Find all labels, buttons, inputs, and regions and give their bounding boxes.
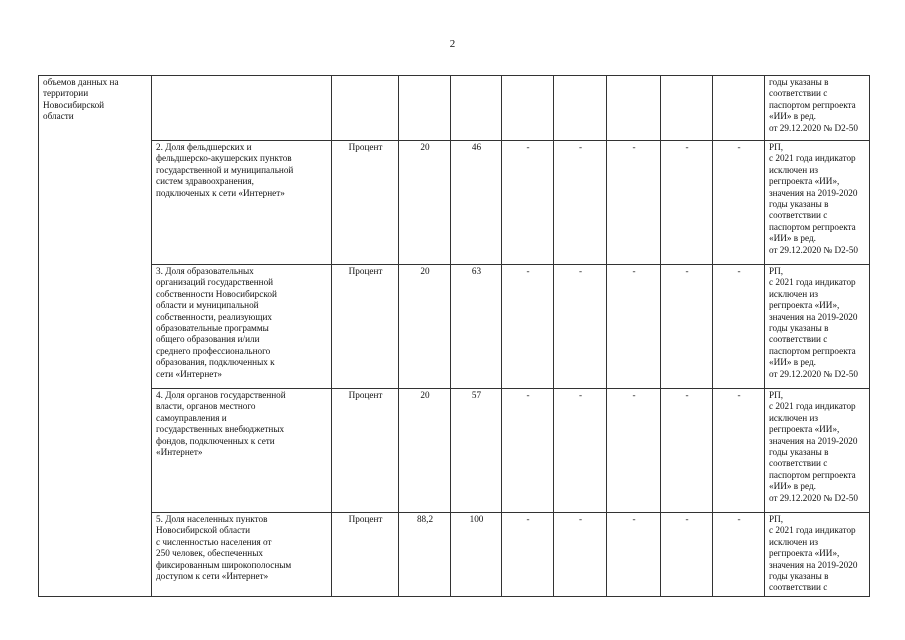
value-cell: 46 [451, 141, 502, 265]
value-cell [554, 76, 607, 141]
value-cell [713, 76, 765, 141]
unit-cell: Процент [332, 265, 399, 389]
value-cell: - [502, 513, 554, 597]
table-row [39, 513, 870, 597]
note-cell: годы указаны в соответствии с паспортом регпроекта «ИИ» в ред. от 29.12.2020 № D2-50 [765, 76, 870, 141]
value-cell: - [554, 513, 607, 597]
value-cell: - [713, 513, 765, 597]
value-cell: - [713, 265, 765, 389]
value-cell [661, 76, 713, 141]
unit-cell: Процент [332, 513, 399, 597]
page-number: 2 [449, 38, 456, 50]
value-cell: - [661, 141, 713, 265]
value-cell: 57 [451, 389, 502, 513]
value-cell: 20 [399, 141, 451, 265]
value-cell: 20 [399, 389, 451, 513]
value-cell: - [554, 265, 607, 389]
note-cell: РП, с 2021 года индикатор исключен из регпроекта «ИИ», значения на 2019-2020 годы указаны в соответствии с паспортом регпроекта «ИИ» в ред. от 29.12.2020 № D2-50 [765, 389, 870, 513]
unit-cell: Процент [332, 141, 399, 265]
value-cell: - [554, 389, 607, 513]
unit-cell [332, 76, 399, 141]
value-cell: 100 [451, 513, 502, 597]
value-cell: 63 [451, 265, 502, 389]
table-row [39, 141, 870, 265]
value-cell: - [502, 265, 554, 389]
indicator-cell: 4. Доля органов государственной власти, органов местного самоуправления и государственных внебюджетных фондов, подключенных к сети «Интернет» [152, 389, 332, 513]
note-cell: РП, с 2021 года индикатор исключен из регпроекта «ИИ», значения на 2019-2020 годы указаны в соответствии с паспортом регпроекта «ИИ» в ред. от 29.12.2020 № D2-50 [765, 141, 870, 265]
value-cell: - [607, 141, 661, 265]
task-cell: объемов данных на территории Новосибирской области [39, 76, 152, 597]
indicators-table [38, 75, 870, 597]
value-cell: - [502, 389, 554, 513]
value-cell [502, 76, 554, 141]
value-cell: - [607, 265, 661, 389]
value-cell: - [661, 389, 713, 513]
value-cell [399, 76, 451, 141]
value-cell: - [554, 141, 607, 265]
unit-cell: Процент [332, 389, 399, 513]
value-cell: 88,2 [399, 513, 451, 597]
value-cell: - [713, 141, 765, 265]
value-cell: - [607, 389, 661, 513]
note-cell: РП, с 2021 года индикатор исключен из регпроекта «ИИ», значения на 2019-2020 годы указаны в соответствии с [765, 513, 870, 597]
value-cell: - [713, 389, 765, 513]
value-cell [607, 76, 661, 141]
table-row [39, 76, 870, 141]
value-cell [451, 76, 502, 141]
indicator-cell: 5. Доля населенных пунктов Новосибирской области с численностью населения от 250 человек, обеспеченных фиксированным широкополосным доступом к сети «Интернет» [152, 513, 332, 597]
table-row [39, 265, 870, 389]
value-cell: - [607, 513, 661, 597]
table-row [39, 389, 870, 513]
indicator-cell: 3. Доля образовательных организаций государственной собственности Новосибирской области и муниципальной собственности, реализующих образовательные программы общего образования и/или среднего профессионального образования, подключенных к сети «Интернет» [152, 265, 332, 389]
value-cell: 20 [399, 265, 451, 389]
value-cell: - [661, 513, 713, 597]
indicator-cell: 2. Доля фельдшерских и фельдшерско-акушерских пунктов государственной и муниципальной систем здравоохранения, подключеных к сети «Интернет» [152, 141, 332, 265]
indicator-cell [152, 76, 332, 141]
value-cell: - [661, 265, 713, 389]
note-cell: РП, с 2021 года индикатор исключен из регпроекта «ИИ», значения на 2019-2020 годы указаны в соответствии с паспортом регпроекта «ИИ» в ред. от 29.12.2020 № D2-50 [765, 265, 870, 389]
value-cell: - [502, 141, 554, 265]
